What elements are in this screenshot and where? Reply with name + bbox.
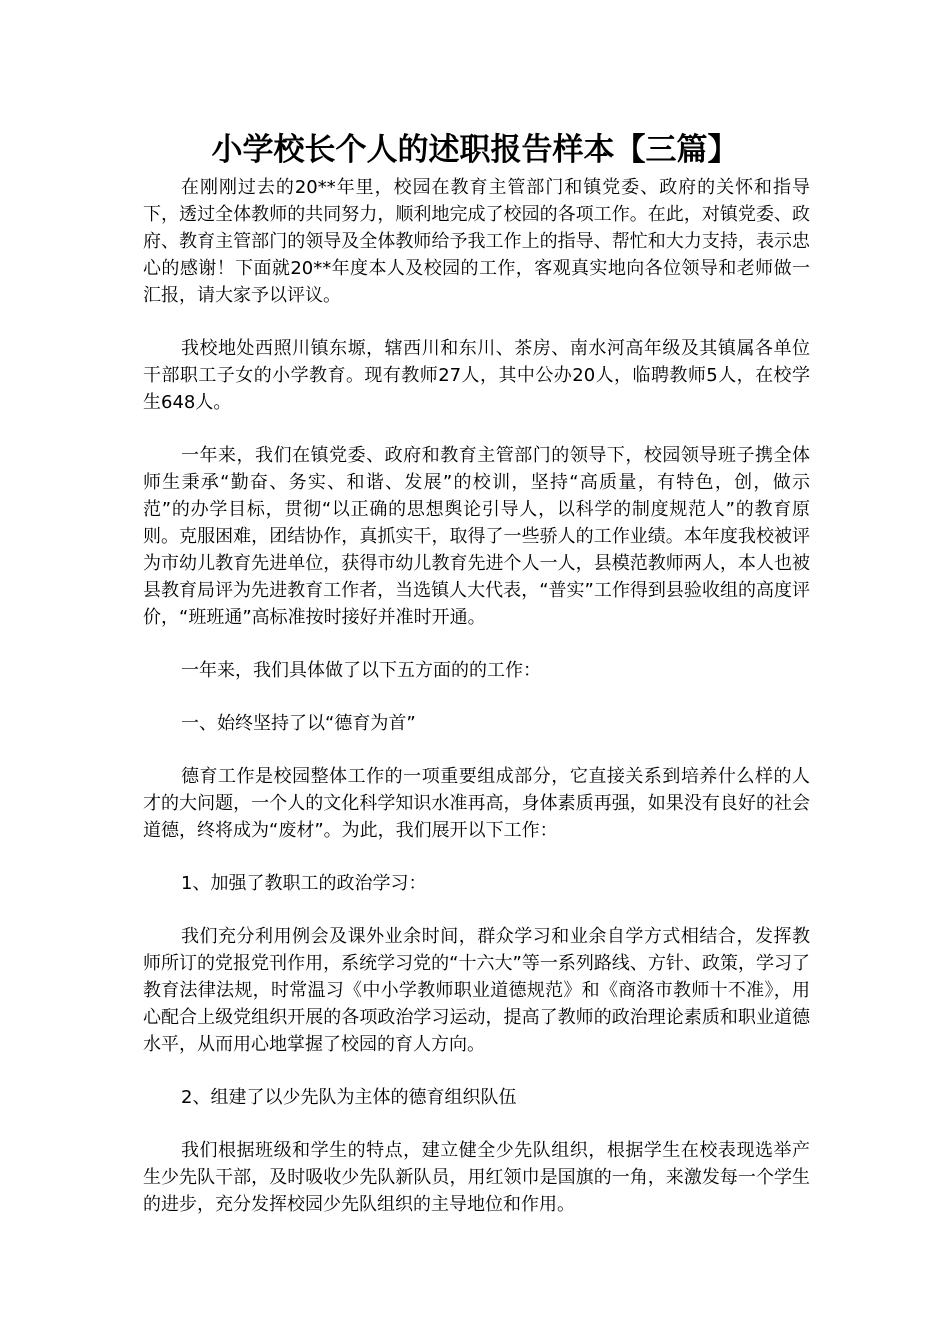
document-title: 小学校长个人的述职报告样本【三篇】	[211, 132, 739, 168]
paragraph-political-study: 我们充分利用例会及课外业余时间，群众学习和业余自学方式相结合，发挥教师所订的党报党刊作用，系统学习党的“十六大”等一系列路线、方针、政策，学习了教育法律法规，时常温习《中小学教师职业道德规范》和《商洛市教师十不准》，用心配合上级党组织开展的各项政治学习运动，提高了教师的政治理论素质和职业道德水平，从而用心地掌握了校园的育人方向。	[143, 926, 810, 1055]
subheading-2: 2、组建了以少先队为主体的德育组织队伍	[181, 1087, 517, 1108]
document-body	[143, 174, 810, 1218]
section-heading-1: 一、始终坚持了以“德育为首”	[181, 713, 416, 734]
paragraph-moral-education: 德育工作是校园整体工作的一项重要组成部分，它直接关系到培养什么样的人才的大问题，一个人的文化科学知识水准再高，身体素质再强，如果没有良好的社会道德，终将成为“废材”。为此，我们展开以下工作：	[143, 766, 810, 841]
subheading-1: 1、加强了教职工的政治学习：	[181, 873, 427, 894]
paragraph-intro: 在刚刚过去的20**年里，校园在教育主管部门和镇党委、政府的关怀和指导下，透过全体教师的共同努力，顺利地完成了校园的各项工作。在此，对镇党委、政府、教育主管部门的领导及全体教师给予我工作上的指导、帮忙和大力支持，表示忠心的感谢！下面就20**年度本人及校园的工作，客观真实地向各位领导和老师做一汇报，请大家予以评议。	[143, 177, 810, 306]
paragraph-achievements: 一年来，我们在镇党委、政府和教育主管部门的领导下，校园领导班子携全体师生秉承“勤奋、务实、和谐、发展”的校训，坚持“高质量，有特色，创，做示范”的办学目标，贯彻“以正确的思想舆论引导人，以科学的制度规范人”的教育原则。克服困难，团结协作，真抓实干，取得了一些骄人的工作业绩。本年度我校被评为市幼儿教育先进单位，获得市幼儿教育先进个人一人，县模范教师两人，本人也被县教育局评为先进教育工作者，当选镇人大代表，“普实”工作得到县验收组的高度评价，“班班通”高标准按时接好并准时开通。	[143, 445, 810, 628]
paragraph-work-summary: 一年来，我们具体做了以下五方面的的工作：	[181, 660, 541, 681]
paragraph-young-pioneers: 我们根据班级和学生的特点，建立健全少先队组织，根据学生在校表现选举产生少先队干部，及时吸收少先队新队员，用红领巾是国旗的一角，来激发每一个学生的进步，充分发挥校园少先队组织的主导地位和作用。	[143, 1140, 810, 1215]
paragraph-school-overview: 我校地处西照川镇东塬，辖西川和东川、茶房、南水河高年级及其镇属各单位干部职工子女的小学教育。现有教师27人，其中公办20人，临聘教师5人，在校学生648人。	[143, 338, 810, 413]
